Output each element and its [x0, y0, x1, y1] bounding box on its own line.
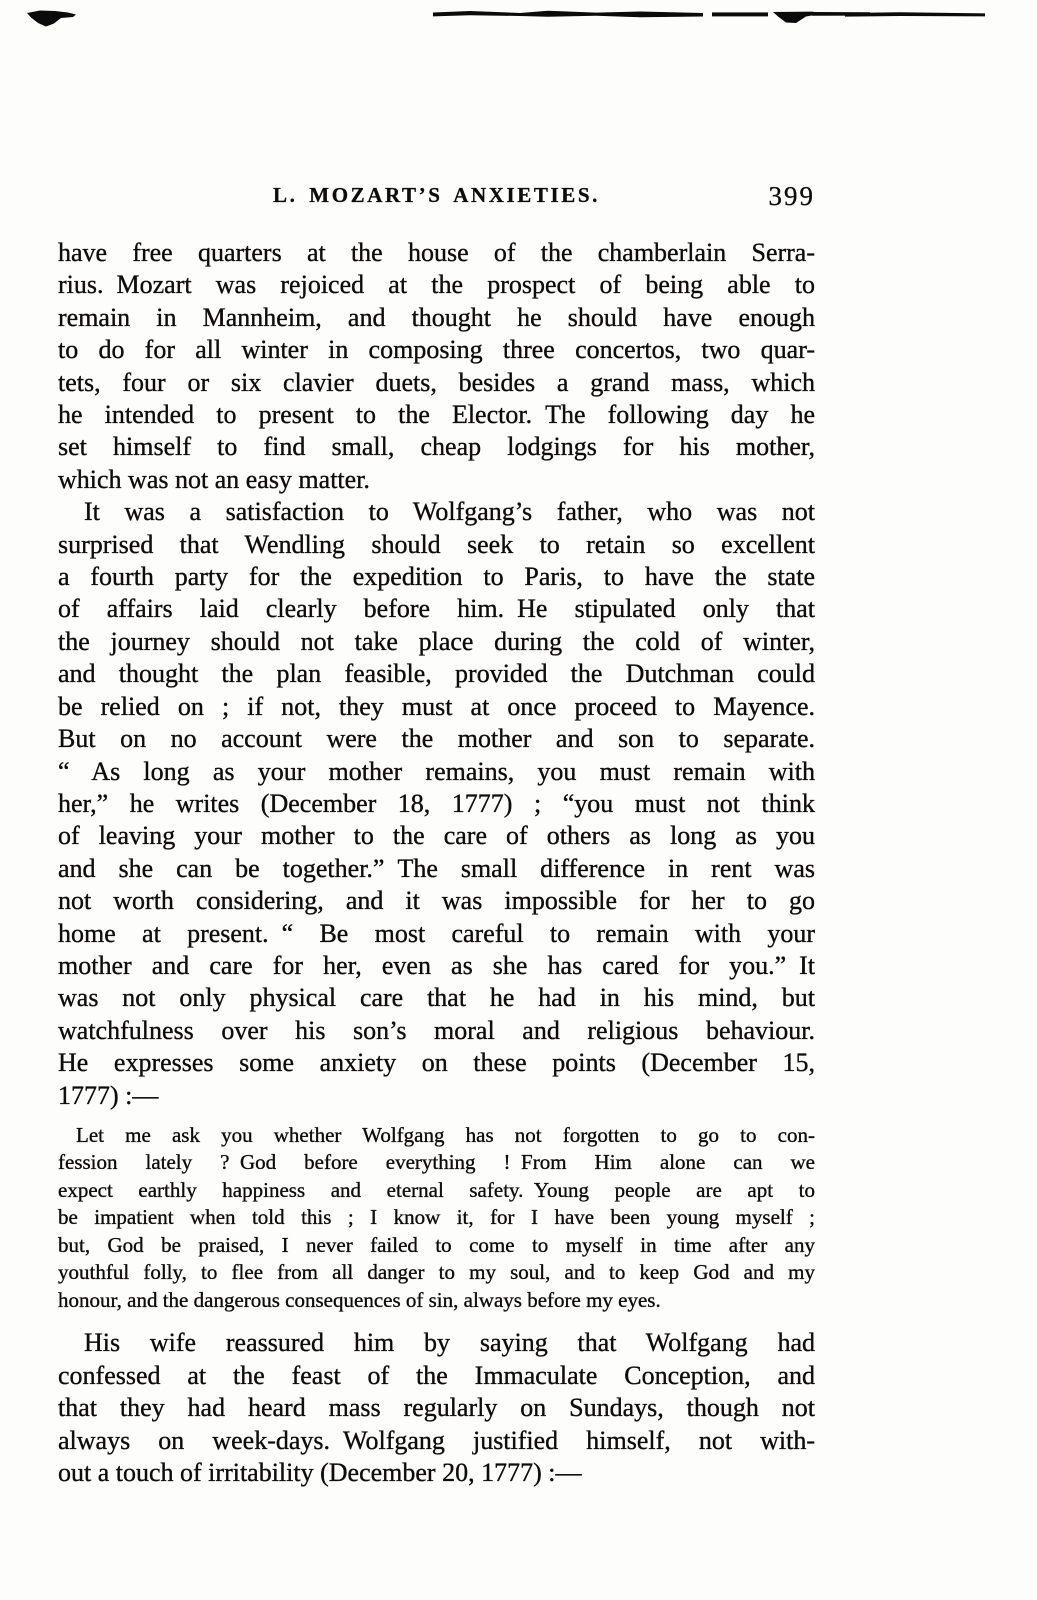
text-line: It was a satisfaction to Wolfgang’s father, who was not — [84, 497, 815, 527]
text-line: he intended to present to the Elector. The following day he — [58, 400, 815, 430]
text-line: confessed at the feast of the Immaculate Conception, and — [58, 1360, 815, 1390]
running-title: L. MOZART’S ANXIETIES. — [272, 183, 601, 207]
text-line: was not only physical care that he had in his mind, but — [58, 983, 815, 1013]
scan-artifact-marks — [0, 0, 1037, 40]
text-line: But on no account were the mother and son to separate. — [58, 724, 815, 754]
text-line: and she can be together.” The small difference in rent was — [58, 853, 815, 883]
top-left-ink-smudge-shape — [27, 11, 76, 27]
page-number: 399 — [768, 181, 815, 211]
text-line: to do for all winter in composing three concertos, two quar- — [58, 335, 815, 365]
page-header — [58, 183, 815, 215]
block-quote — [58, 1122, 815, 1315]
text-line: but, God be praised, I never failed to come to myself in time after any — [58, 1232, 815, 1257]
text-line: His wife reassured him by saying that Wolfgang had — [84, 1328, 815, 1358]
text-line: honour, and the dangerous consequences of sin, always before my eyes. — [58, 1287, 661, 1312]
text-line: set himself to find small, cheap lodgings for his mother, — [58, 432, 815, 462]
text-line: the journey should not take place during the cold of winter, — [58, 626, 815, 656]
text-line: Let me ask you whether Wolfgang has not forgotten to go to con- — [76, 1122, 815, 1147]
text-line: surprised that Wendling should seek to retain so excellent — [58, 529, 815, 559]
text-block — [58, 237, 815, 1490]
top-right-broken-rule-shape — [433, 11, 985, 23]
text-line: always on week-days. Wolfgang justified himself, not with- — [58, 1425, 815, 1455]
text-line: expect earthly happiness and eternal safety. Young people are apt to — [58, 1177, 815, 1202]
text-line: that they had heard mass regularly on Sundays, though not — [58, 1393, 815, 1423]
paragraph — [58, 496, 815, 1112]
text-line: not worth considering, and it was impossible for her to go — [58, 886, 815, 916]
text-line: mother and care for her, even as she has cared for you.” It — [58, 950, 815, 980]
paragraph — [58, 1327, 815, 1489]
text-line: He expresses some anxiety on these points (December 15, — [58, 1048, 815, 1078]
text-line: be impatient when told this ; I know it, for I have been young myself ; — [58, 1205, 815, 1230]
text-line: fession lately ? God before everything ! From Him alone can we — [58, 1150, 815, 1175]
text-line: of leaving your mother to the care of others as long as you — [58, 821, 815, 851]
text-line: out a touch of irritability (December 20, 1777) :— — [58, 1458, 582, 1488]
text-line: and thought the plan feasible, provided the Dutchman could — [58, 659, 815, 689]
text-line: of affairs laid clearly before him. He stipulated only that — [58, 594, 815, 624]
text-line: “ As long as your mother remains, you must remain with — [58, 756, 815, 786]
text-line: 1777) :— — [58, 1080, 159, 1110]
text-line: have free quarters at the house of the chamberlain Serra- — [58, 238, 815, 267]
text-line: which was not an easy matter. — [58, 464, 370, 494]
text-line: home at present. “ Be most careful to remain with your — [58, 918, 815, 948]
text-line: tets, four or six clavier duets, besides a grand mass, which — [58, 367, 815, 397]
text-line: youthful folly, to flee from all danger to my soul, and to keep God and my — [58, 1260, 815, 1285]
text-line: rius. Mozart was rejoiced at the prospect of being able to — [58, 270, 815, 300]
text-line: be relied on ; if not, they must at once proceed to Mayence. — [58, 691, 815, 721]
text-line: watchfulness over his son’s moral and religious behaviour. — [58, 1015, 815, 1045]
text-line: remain in Mannheim, and thought he should have enough — [58, 302, 815, 332]
text-line: a fourth party for the expedition to Paris, to have the state — [58, 562, 815, 592]
paragraph — [58, 237, 815, 496]
text-line: her,” he writes (December 18, 1777) ; “you must not think — [58, 788, 815, 818]
